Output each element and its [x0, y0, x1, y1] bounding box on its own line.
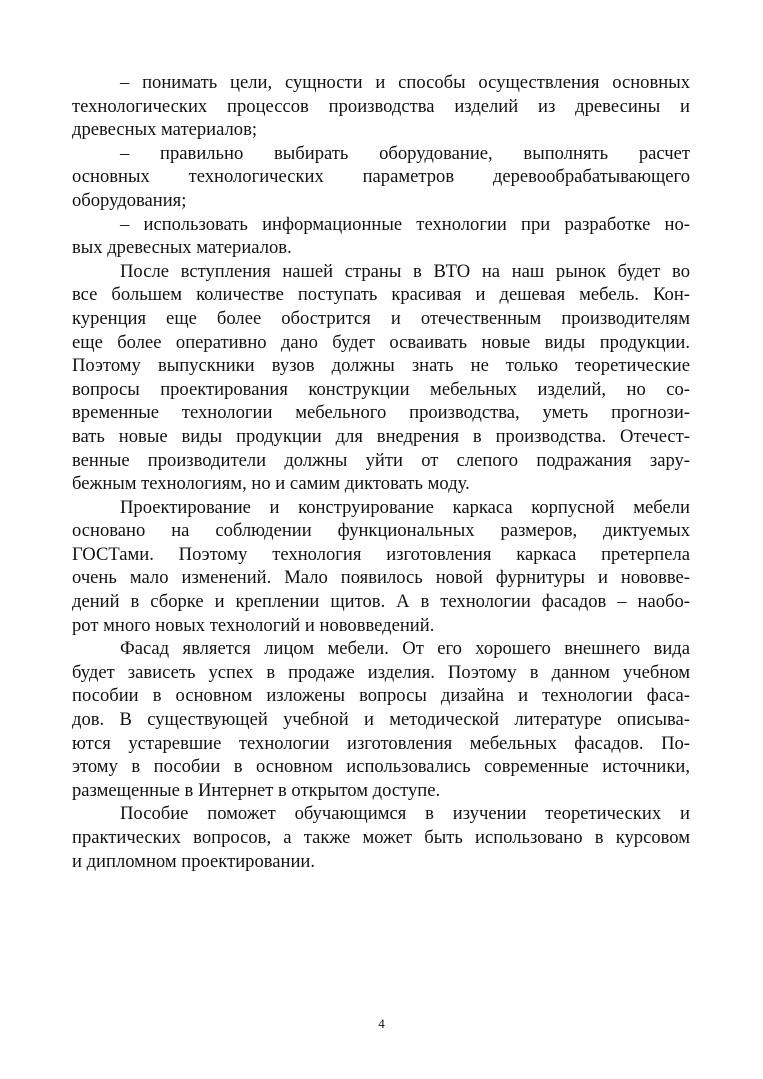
- text-line: вать новые виды продукции для внедрения в производства. Отечест-: [72, 425, 690, 447]
- text-line: дений в сборке и креплении щитов. А в технологии фасадов – наобо-: [72, 591, 690, 613]
- page-number: 4: [378, 1016, 385, 1031]
- text-line: все большем количестве поступать красивая и дешевая мебель. Кон-: [72, 284, 690, 306]
- text-line: размещенные в Интернет в открытом доступе.: [72, 779, 441, 801]
- text-line: Проектирование и конструирование каркаса корпусной мебели: [120, 496, 690, 518]
- text-line: вопросы проектирования конструкции мебельных изделий, но со-: [72, 378, 690, 400]
- text-line: После вступления нашей страны в ВТО на наш рынок будет во: [120, 260, 690, 282]
- text-line: бежным технологиям, но и самим диктовать моду.: [72, 473, 470, 495]
- text-line: и дипломном проектировании.: [72, 850, 316, 872]
- text-line: – понимать цели, сущности и способы осуществления основных: [120, 72, 690, 93]
- text-line: еще более оперативно дано будет осваивать новые виды продукции.: [72, 331, 690, 353]
- text-line: основных технологических параметров деревообрабатывающего: [72, 166, 690, 188]
- text-line: технологических процессов производства изделий из древесины и: [72, 95, 690, 117]
- text-line: куренция еще более обострится и отечественным производителям: [72, 307, 690, 329]
- text-line: этому в пособии в основном использовались современные источники,: [72, 756, 690, 778]
- text-line: дов. В существующей учебной и методической литературе описыва-: [72, 709, 690, 731]
- text-line: Пособие поможет обучающимся в изучении теоретических и: [120, 803, 690, 825]
- text-line: оборудования;: [72, 189, 187, 211]
- text-line: очень мало изменений. Мало появилось новой фурнитуры и нововве-: [72, 567, 690, 589]
- text-line: основано на соблюдении функциональных размеров, диктуемых: [72, 520, 690, 542]
- page-body: [72, 71, 690, 873]
- text-line: временные технологии мебельного производства, уметь прогнози-: [72, 402, 690, 424]
- text-line: венные производители должны уйти от слепого подражания зару-: [72, 449, 690, 471]
- text-line: – правильно выбирать оборудование, выполнять расчет: [120, 142, 690, 164]
- text-line: ются устаревшие технологии изготовления мебельных фасадов. По-: [72, 732, 690, 754]
- text-line: будет зависеть успех в продаже изделия. Поэтому в данном учебном: [72, 661, 690, 683]
- text-line: рот много новых технологий и нововведений.: [72, 614, 435, 636]
- text-line: Поэтому выпускники вузов должны знать не только теоретические: [72, 355, 690, 377]
- text-line: древесных материалов;: [72, 119, 258, 141]
- text-line: пособии в основном изложены вопросы дизайна и технологии фаса-: [72, 685, 690, 707]
- text-line: практических вопросов, а также может быть использовано в курсовом: [72, 827, 690, 848]
- text-line: – использовать информационные технологии при разработке но-: [120, 213, 690, 235]
- text-line: Фасад является лицом мебели. От его хорошего внешнего вида: [120, 638, 690, 660]
- text-line: ГОСТами. Поэтому технология изготовления каркаса претерпела: [72, 543, 690, 565]
- text-line: вых древесных материалов.: [72, 237, 292, 259]
